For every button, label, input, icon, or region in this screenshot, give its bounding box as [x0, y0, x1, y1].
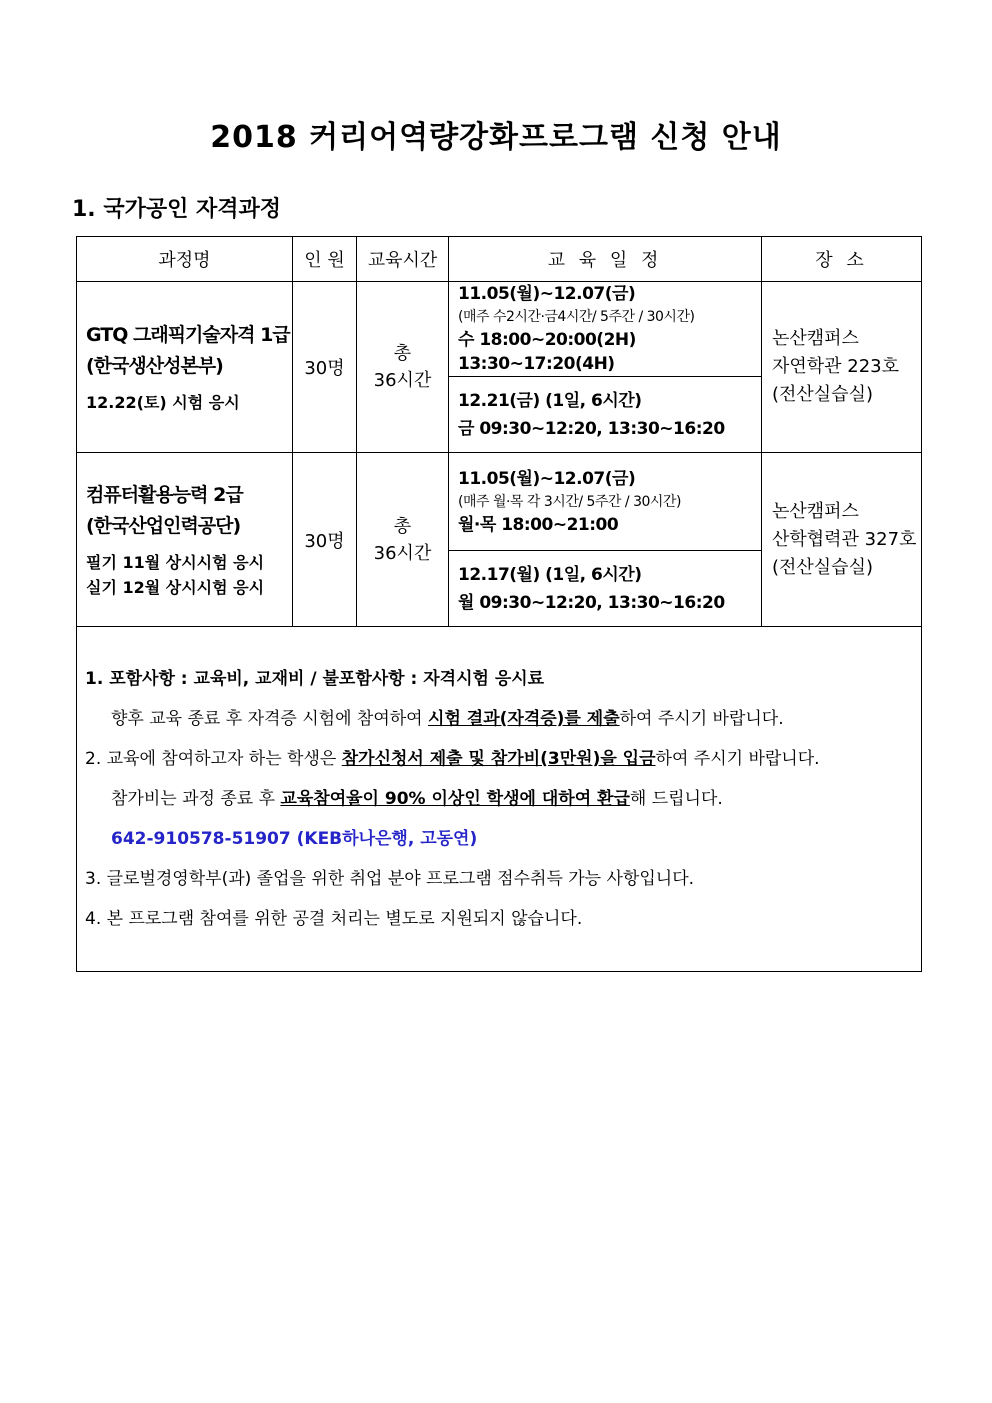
schedule-cell: [449, 453, 762, 551]
hours-cell: [357, 453, 449, 627]
note-4: 4. 본 프로그램 참여를 위한 공결 처리는 별도로 지원되지 않습니다.: [85, 909, 583, 929]
note-text: 하여 주시기 바랍니다.: [655, 749, 820, 769]
note-text: 참가비는 과정 종료 후: [111, 789, 281, 809]
schedule-cell: [449, 377, 762, 453]
note-2: [85, 739, 911, 779]
bank-account: 642-910578-51907 (KEB하나은행, 고동연): [111, 829, 478, 849]
course-cell: [77, 453, 293, 627]
place-cell: [762, 453, 922, 627]
hours-label: 총: [393, 515, 412, 537]
place-campus: 논산캠퍼스: [772, 500, 859, 522]
note-1-detail: [85, 699, 911, 739]
note-2-detail: [85, 779, 911, 819]
course-org: (한국산업인력공단): [86, 514, 241, 537]
exam-day-date: 12.21(금) (1일, 6시간): [458, 390, 642, 411]
schedule-dates: 11.05(월)~12.07(금): [458, 284, 636, 304]
header-course: 과정명: [77, 237, 293, 282]
place-room: 산학협력관 327호: [772, 528, 917, 550]
table-row: [77, 453, 922, 551]
table-row: [77, 282, 922, 377]
exam-day-times: 월 09:30~12:20, 13:30~16:20: [458, 592, 725, 613]
exam-info: 필기 11월 상시시험 응시: [86, 552, 265, 572]
hours-label: 총: [393, 343, 412, 364]
course-name: 컴퓨터활용능력 2급: [86, 483, 243, 506]
course-table: [76, 236, 922, 972]
note-text: 해 드립니다.: [629, 789, 723, 809]
hours-value: 36시간: [373, 370, 432, 391]
schedule-cell: [449, 282, 762, 377]
place-lab: (전산실습실): [772, 556, 873, 578]
place-cell: [762, 282, 922, 453]
notes-row: [77, 627, 922, 972]
note-text: 하여 주시기 바랍니다.: [619, 709, 784, 729]
table-header-row: [77, 237, 922, 282]
hours-cell: [357, 282, 449, 453]
place-lab: (전산실습실): [772, 384, 873, 405]
exam-info: 실기 12월 상시시험 응시: [86, 577, 265, 597]
note-text: 향후 교육 종료 후 자격증 시험에 참여하여: [111, 709, 429, 729]
schedule-times: 월·목 18:00~21:00: [458, 514, 619, 535]
people-cell: 30명: [293, 453, 357, 627]
exam-info: 12.22(토) 시험 응시: [86, 392, 240, 412]
hours-value: 36시간: [373, 542, 432, 564]
note-1: 1. 포함사항 : 교육비, 교재비 / 불포함사항 : 자격시험 응시료: [85, 669, 545, 689]
schedule-times: 수 18:00~20:00(2H) 13:30~17:20(4H): [458, 330, 636, 374]
schedule-cell: [449, 551, 762, 627]
schedule-detail: (매주 수2시간·금4시간/ 5주간 / 30시간): [458, 309, 695, 325]
place-room: 자연학관 223호: [772, 356, 900, 377]
header-place: 장 소: [762, 237, 922, 282]
note-emphasis: 교육참여율이 90% 이상인 학생에 대하여 환급: [280, 789, 630, 809]
people-cell: 30명: [293, 282, 357, 453]
page-title: 2018 커리어역량강화프로그램 신청 안내: [210, 120, 782, 155]
notes-cell: [77, 627, 922, 972]
course-name: GTQ 그래픽기술자격 1급: [86, 323, 290, 346]
course-cell: [77, 282, 293, 453]
header-schedule: 교 육 일 정: [449, 237, 762, 282]
note-text: 2. 교육에 참여하고자 하는 학생은: [85, 749, 342, 769]
header-people: 인 원: [293, 237, 357, 282]
exam-day-date: 12.17(월) (1일, 6시간): [458, 564, 642, 585]
note-emphasis: 참가신청서 제출 및 참가비(3만원)을 입금: [341, 749, 656, 769]
exam-day-times: 금 09:30~12:20, 13:30~16:20: [458, 418, 725, 439]
schedule-detail: (매주 월·목 각 3시간/ 5주간 / 30시간): [458, 493, 681, 510]
schedule-dates: 11.05(월)~12.07(금): [458, 468, 636, 489]
section-heading: 1. 국가공인 자격과정: [72, 197, 281, 222]
note-emphasis: 시험 결과(자격증)를 제출: [428, 709, 620, 729]
header-hours: 교육시간: [357, 237, 449, 282]
place-campus: 논산캠퍼스: [772, 328, 859, 349]
note-3: 3. 글로벌경영학부(과) 졸업을 위한 취업 분야 프로그램 점수취득 가능 사항입니다.: [85, 869, 695, 889]
course-org: (한국생산성본부): [86, 354, 223, 377]
